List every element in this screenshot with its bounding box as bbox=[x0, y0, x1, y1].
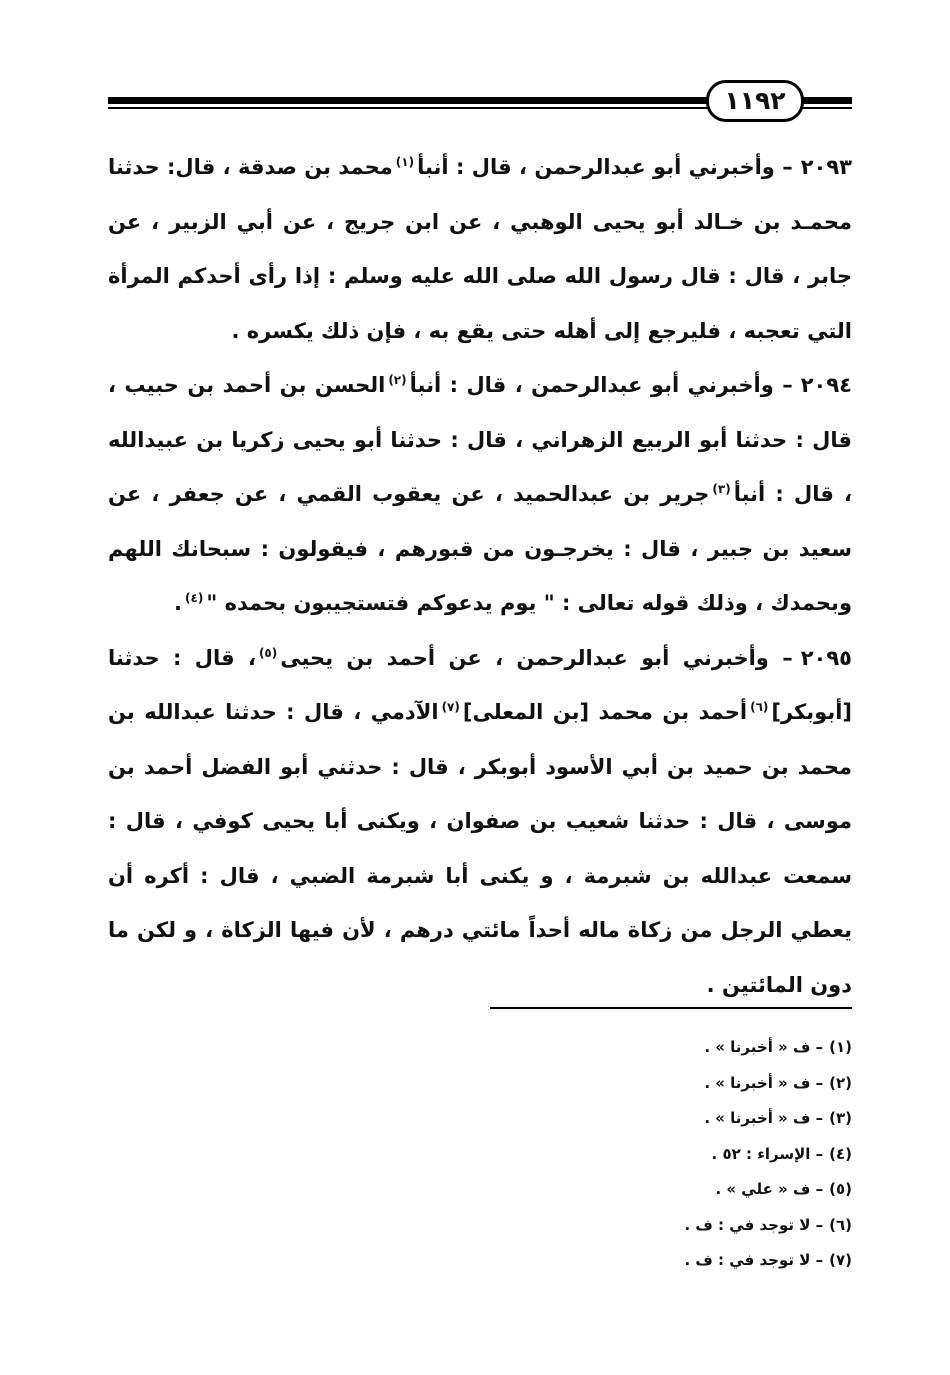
footnote-separator bbox=[490, 1007, 852, 1009]
hadith-number: ٢٠٩٥ bbox=[800, 645, 852, 670]
footnote-text: – ف « أخبرنا » . bbox=[704, 1109, 824, 1127]
footnote-marker: (٦) bbox=[750, 700, 769, 714]
text-segment: – وأخبرني أبو عبدالرحمن ، قال : أنبأ bbox=[409, 373, 793, 397]
footnote-marker: (٥) bbox=[258, 645, 278, 660]
footnote-item bbox=[460, 1030, 852, 1066]
footnote-marker: (٢) bbox=[388, 373, 407, 387]
text-segment: جرير بن عبدالحميد ، عن يعقوب القمي ، عن جعفر ، عن سعيد بن جبير ، قال : يخرجـون من قبورهم ، فيقولون : سبحانك اللهم وبحمدك ، وذلك قوله تعالى : " يوم يدعوكم فتستجيبون بحمده " bbox=[108, 482, 852, 615]
text-segment: – وأخبرني أبو عبدالرحمن ، قال : أنبأ bbox=[417, 155, 793, 179]
text-segment: . bbox=[174, 591, 183, 615]
footnote-item bbox=[460, 1208, 852, 1244]
footnote-marker: (٣) bbox=[712, 482, 731, 496]
paragraph-2093 bbox=[108, 140, 852, 358]
footnotes bbox=[460, 1030, 852, 1279]
text-segment: – وأخبرني أبو عبدالرحمن ، عن أحمد بن يحيى bbox=[280, 645, 793, 670]
footnote-number: (١) bbox=[829, 1038, 852, 1056]
footnote-item bbox=[460, 1066, 852, 1102]
page-number: ١١٩٢ bbox=[706, 80, 804, 122]
paragraph-2094 bbox=[108, 358, 852, 631]
paragraph-2095 bbox=[108, 631, 852, 1013]
hadith-number: ٢٠٩٣ bbox=[800, 155, 852, 179]
text-segment: أحمد بن محمد [بن المعلى] bbox=[462, 700, 748, 724]
footnote-number: (٣) bbox=[829, 1109, 852, 1127]
footnote-text: – ف « علي » . bbox=[715, 1180, 824, 1198]
footnote-text: – لا توجد في : ف . bbox=[684, 1251, 824, 1269]
text-segment: الآدمي ، قال : حدثنا عبدالله بن محمد بن حميد بن أبي الأسود أبوبكر ، قال : حدثني أبو الفضل أحمد بن موسى ، قال : حدثنا شعيب بن صفوان ، ويكنى أبا يحيى كوفي ، قال : سمعت عبدالله بن شبرمة ، و يكنى أبا شبرمة الضبي ، قال : أكره أن يعطي الرجل من زكاة ماله أحداً مائتي درهم ، لأن فيها الزكاة ، و لكن ما دون المائتين . bbox=[108, 700, 852, 997]
footnote-text: – ف « أخبرنا » . bbox=[704, 1073, 824, 1092]
footnote-text: – الإسراء : ٥٢ . bbox=[711, 1144, 824, 1163]
page-header bbox=[108, 78, 852, 122]
footnote-marker: (١) bbox=[395, 155, 415, 169]
footnote-item bbox=[460, 1137, 852, 1173]
text-segment: ، قال : حدثنا [أبوبكر] bbox=[108, 645, 852, 724]
footnote-number: (٢) bbox=[829, 1073, 852, 1092]
footnote-number: (٧) bbox=[829, 1251, 852, 1269]
footnote-text: – لا توجد في : ف . bbox=[684, 1215, 824, 1234]
text-segment: الحسن بن أحمد بن حبيب ، قال : حدثنا أبو الربيع الزهراني ، قال : حدثنا أبو يحيى زكريا بن عبيدالله ، قال : أنبأ bbox=[108, 373, 852, 506]
footnote-text: – ف « أخبرنا » . bbox=[704, 1038, 824, 1056]
footnote-number: (٤) bbox=[829, 1144, 852, 1163]
footnote-item bbox=[460, 1101, 852, 1137]
footnote-item bbox=[460, 1172, 852, 1208]
footnote-number: (٦) bbox=[829, 1215, 852, 1234]
footnote-marker: (٧) bbox=[441, 700, 460, 714]
footnote-number: (٥) bbox=[829, 1180, 852, 1198]
hadith-number: ٢٠٩٤ bbox=[800, 373, 852, 397]
text-segment: محمد بن صدقة ، قال: حدثنا محمـد بن خـالد أبو يحيى الوهبي ، عن ابن جريج ، عن أبي الزبير ، عن جابر ، قال : قال رسول الله صلى الله عليه وسلم : إذا رأى أحدكم المرأة التي تعجبه ، فليرجع إلى أهله حتى يقع به ، فإن ذلك يكسره . bbox=[108, 155, 852, 343]
footnote-marker: (٤) bbox=[185, 591, 204, 605]
footnote-item bbox=[460, 1243, 852, 1279]
main-text bbox=[108, 140, 852, 1012]
